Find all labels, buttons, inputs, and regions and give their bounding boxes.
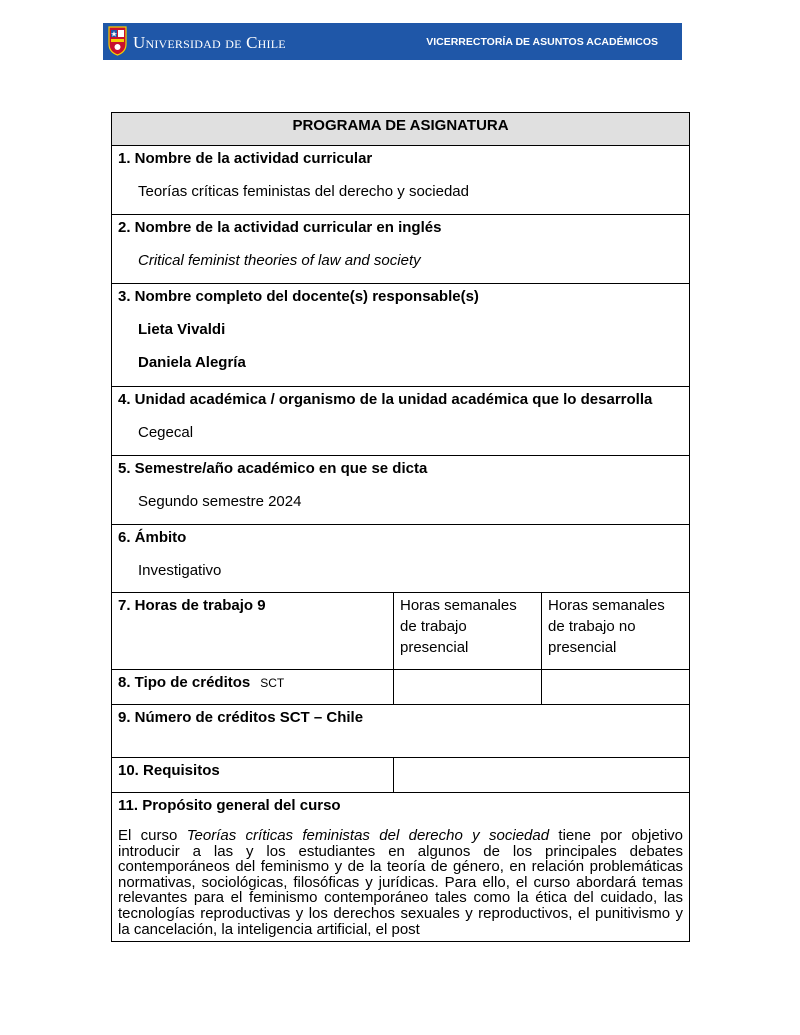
section-6-label: 6. Ámbito: [118, 529, 187, 546]
credit-type-note: SCT: [260, 676, 285, 690]
section-11-label: 11. Propósito general del curso: [118, 797, 341, 814]
section-3: [112, 284, 690, 387]
credit-type-label: 8. Tipo de créditos: [118, 674, 251, 691]
table-title: PROGRAMA DE ASIGNATURA: [112, 113, 690, 146]
teacher-2: Daniela Alegría: [138, 354, 246, 371]
section-3-label: 3. Nombre completo del docente(s) responsable(s): [118, 288, 479, 305]
academic-unit-value: Cegecal: [138, 424, 194, 441]
section-9: [112, 705, 690, 758]
teacher-1: Lieta Vivaldi: [138, 321, 226, 338]
university-crest-icon: [108, 26, 127, 56]
section-10: [112, 758, 690, 793]
section-1-label: 1. Nombre de la actividad curricular: [118, 150, 373, 167]
section-11: [112, 793, 690, 942]
hours-presencial-label: Horas semanales de trabajo presencial: [400, 597, 517, 656]
requirements-value-cell: [394, 758, 690, 793]
section-4-label: 4. Unidad académica / organismo de la unidad académica que lo desarrolla: [118, 391, 653, 408]
title-row: [112, 113, 690, 146]
scope-value: Investigativo: [138, 562, 222, 579]
purpose-course-name: Teorías críticas feministas del derecho y sociedad: [186, 827, 550, 844]
section-10-label: 10. Requisitos: [118, 762, 220, 779]
semester-value: Segundo semestre 2024: [138, 493, 302, 510]
course-name-value: Teorías críticas feministas del derecho y sociedad: [138, 183, 469, 200]
section-6: [112, 525, 690, 593]
vicerrectoria-label: VICERRECTORÍA DE ASUNTOS ACADÉMICOS: [426, 36, 658, 48]
course-name-english-value: Critical feminist theories of law and society: [138, 252, 421, 269]
hours-no-presencial-label: Horas semanales de trabajo no presencial: [548, 597, 665, 656]
section-2: [112, 215, 690, 284]
section-7: [112, 593, 690, 670]
program-table: [111, 112, 690, 942]
section-8: [112, 670, 690, 705]
section-2-label: 2. Nombre de la actividad curricular en inglés: [118, 219, 442, 236]
purpose-paragraph: [118, 828, 683, 937]
university-name: Universidad de Chile: [133, 33, 286, 52]
credit-type-cell-1: [394, 670, 542, 705]
section-7-label: 7. Horas de trabajo 9: [118, 597, 266, 614]
section-5: [112, 456, 690, 525]
section-4: [112, 387, 690, 456]
header-banner: [103, 23, 682, 60]
credit-type-cell-2: [542, 670, 690, 705]
section-9-label: 9. Número de créditos SCT – Chile: [118, 709, 364, 726]
purpose-start: El curso: [118, 827, 187, 844]
section-1: [112, 146, 690, 215]
section-5-label: 5. Semestre/año académico en que se dicta: [118, 460, 428, 477]
purpose-rest: tiene por objetivo introducir a las y los estudiantes en algunos de los principales debates contemporáneos del feminismo y de la teoría de género, en relación problemáticas normativas, sociológicas, filosóficas y jurídicas. Para ello, el curso abordará temas relevantes para el feminismo contemporáneo tales como la ética del cuidado, las tecnologías reproductivas y los derechos sexuales y reproductivos, el punitivismo y la cancelación, la inteligencia artificial, el post: [118, 827, 684, 938]
section-8-label: [118, 672, 387, 694]
